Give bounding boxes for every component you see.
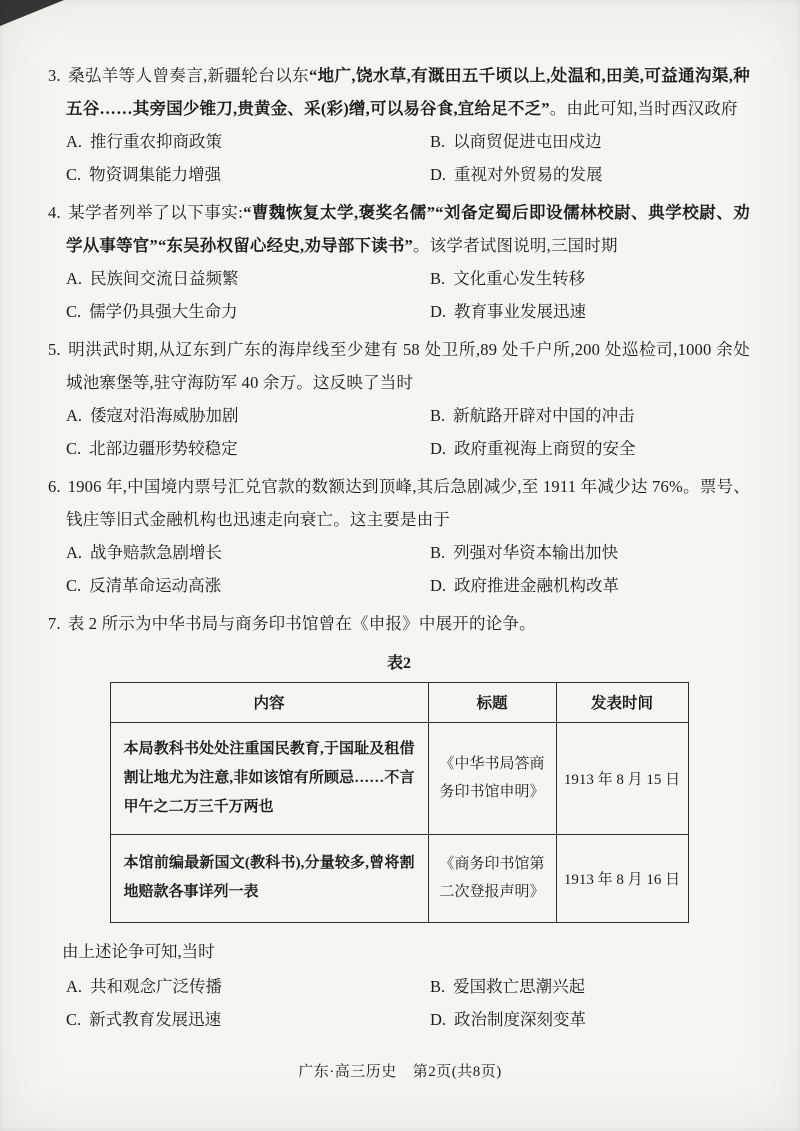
question-3-option-d xyxy=(430,158,603,191)
question-number: 3. xyxy=(48,66,61,85)
question-7-option-d xyxy=(430,1003,586,1036)
option-label: C. xyxy=(66,302,82,321)
question-3 xyxy=(48,60,750,191)
table-header-content: 内容 xyxy=(110,682,428,722)
option-label: B. xyxy=(430,269,446,288)
question-stem-text: 表 2 所示为中华书局与商务印书馆曾在《申报》中展开的论争。 xyxy=(67,614,536,633)
option-label: A. xyxy=(66,406,83,425)
option-text: 文化重心发生转移 xyxy=(453,269,586,288)
question-3-option-b xyxy=(430,125,602,158)
question-4-options-row-1 xyxy=(48,262,750,295)
question-6-option-b xyxy=(430,536,618,569)
question-7-option-b xyxy=(430,970,585,1003)
page-footer xyxy=(0,1060,800,1131)
footer-page-number: 第2页(共8页) xyxy=(412,1064,502,1080)
question-7-option-c xyxy=(66,1003,430,1036)
table-cell-title: 《中华书局答商务印书馆申明》 xyxy=(428,722,556,834)
option-label: D. xyxy=(430,1009,447,1029)
question-5-option-a xyxy=(66,399,430,432)
option-text: 反清革命运动高涨 xyxy=(89,576,222,595)
question-7-stem xyxy=(48,608,750,641)
option-text: 儒学仍具强大生命力 xyxy=(89,302,238,321)
option-label: C. xyxy=(66,1009,82,1029)
question-3-option-c xyxy=(66,158,430,191)
question-number: 5. xyxy=(48,340,61,359)
question-number: 6. xyxy=(48,477,61,496)
question-stem-text: 1906 年,中国境内票号汇兑官款的数额达到顶峰,其后急剧减少,至 1911 年减少达 76%。票号、钱庄等旧式金融机构也迅速走向衰亡。这主要是由于 xyxy=(66,477,750,529)
option-text: 政府推进金融机构改革 xyxy=(454,576,620,595)
question-6-options-row-2 xyxy=(48,569,750,602)
option-text: 新航路开辟对中国的冲击 xyxy=(453,406,635,425)
table-row xyxy=(110,834,688,922)
question-6-option-c xyxy=(66,569,430,602)
option-label: D. xyxy=(430,576,447,595)
table-row xyxy=(110,722,688,834)
question-5-stem xyxy=(48,334,750,399)
table-cell-content: 本馆前编最新国文(教科书),分量较多,曾将割地赔款各事详列一表 xyxy=(110,834,428,922)
option-text: 政治制度深刻变革 xyxy=(454,1009,587,1029)
table-header-date: 发表时间 xyxy=(556,682,688,722)
option-label: C. xyxy=(66,439,82,458)
option-label: D. xyxy=(430,165,447,184)
option-label: B. xyxy=(430,132,446,151)
question-3-options-row-1 xyxy=(48,125,750,158)
question-7-option-a xyxy=(66,970,430,1003)
question-6-stem xyxy=(48,471,750,536)
question-7 xyxy=(48,608,750,1036)
option-label: B. xyxy=(430,976,446,996)
option-text: 列强对华资本输出加快 xyxy=(453,543,619,562)
option-text: 共和观念广泛传播 xyxy=(90,976,223,996)
question-3-option-a xyxy=(66,125,430,158)
option-text: 政府重视海上商贸的安全 xyxy=(454,439,636,458)
table-cell-content: 本局教科书处处注重国民教育,于国耻及租借割让地尤为注意,非如该馆有所顾忌……不言甲午之二万三千万两也 xyxy=(110,722,428,834)
option-label: D. xyxy=(430,302,447,321)
option-label: C. xyxy=(66,165,82,184)
option-text: 倭寇对沿海威胁加剧 xyxy=(90,406,239,425)
option-text: 北部边疆形势较稳定 xyxy=(89,439,238,458)
question-4-option-b xyxy=(430,262,585,295)
option-label: B. xyxy=(430,406,446,425)
question-6-option-d xyxy=(430,569,619,602)
question-number: 4. xyxy=(48,203,61,222)
question-3-stem xyxy=(48,60,750,125)
question-number: 7. xyxy=(48,614,61,633)
option-text: 重视对外贸易的发展 xyxy=(454,165,603,184)
option-label: A. xyxy=(66,132,83,151)
option-text: 新式教育发展迅速 xyxy=(89,1009,222,1029)
question-3-options-row-2 xyxy=(48,158,750,191)
table-header-title: 标题 xyxy=(428,682,556,722)
option-text: 战争赔款急剧增长 xyxy=(90,543,223,562)
option-label: D. xyxy=(430,439,447,458)
debate-table xyxy=(110,682,689,923)
question-6 xyxy=(48,471,750,602)
footer-course-label: 广东·高三历史 xyxy=(298,1064,397,1080)
table-caption: 表2 xyxy=(386,654,411,672)
option-text: 以商贸促进屯田戍边 xyxy=(453,132,602,151)
question-4 xyxy=(48,197,750,328)
question-5-option-d xyxy=(430,432,636,465)
option-text: 爱国救亡思潮兴起 xyxy=(453,976,586,996)
option-label: B. xyxy=(430,543,446,562)
table-cell-date: 1913 年 8 月 16 日 xyxy=(556,834,688,922)
question-5-options-row-2 xyxy=(48,432,750,465)
question-7-options-row-2 xyxy=(48,1003,750,1036)
question-5 xyxy=(48,334,750,465)
question-5-options-row-1 xyxy=(48,399,750,432)
question-6-option-a xyxy=(66,536,430,569)
question-4-option-a xyxy=(66,262,430,295)
question-stem-text: 桑弘羊等人曾奏言,新疆轮台以东“地广,饶水草,有溉田五千顷以上,处温和,田美,可益通沟渠,种五谷……其旁国少锥刀,贵黄金、采(彩)缯,可以易谷食,宜给足不乏”。由此可知,当时西汉政府 xyxy=(66,66,750,118)
question-4-option-d xyxy=(430,295,586,328)
table-cell-date: 1913 年 8 月 15 日 xyxy=(556,722,688,834)
question-7-options-row-1 xyxy=(48,970,750,1003)
option-text: 物资调集能力增强 xyxy=(89,165,222,184)
question-4-stem xyxy=(48,197,750,262)
option-label: A. xyxy=(66,543,83,562)
question-stem-text: 明洪武时期,从辽东到广东的海岸线至少建有 58 处卫所,89 处千户所,200 处巡检司,1000 余处城池寨堡等,驻守海防军 40 余万。这反映了当时 xyxy=(66,340,750,392)
question-stem-text: 某学者列举了以下事实:“曹魏恢复太学,褒奖名儒”“刘备定蜀后即设儒林校尉、典学校尉、劝学从事等官”“东吴孙权留心经史,劝导部下读书”。该学者试图说明,三国时期 xyxy=(66,203,750,255)
option-label: A. xyxy=(66,269,83,288)
option-label: C. xyxy=(66,576,82,595)
question-4-option-c xyxy=(66,295,430,328)
question-5-option-b xyxy=(430,399,635,432)
option-label: A. xyxy=(66,976,83,996)
question-7-followup: 由上述论争可知,当时 xyxy=(62,941,215,961)
option-text: 教育事业发展迅速 xyxy=(454,302,587,321)
question-6-options-row-1 xyxy=(48,536,750,569)
option-text: 民族间交流日益频繁 xyxy=(90,269,239,288)
question-5-option-c xyxy=(66,432,430,465)
question-4-options-row-2 xyxy=(48,295,750,328)
table-cell-title: 《商务印书馆第二次登报声明》 xyxy=(428,834,556,922)
table-header-row xyxy=(110,682,688,722)
option-text: 推行重农抑商政策 xyxy=(90,132,223,151)
